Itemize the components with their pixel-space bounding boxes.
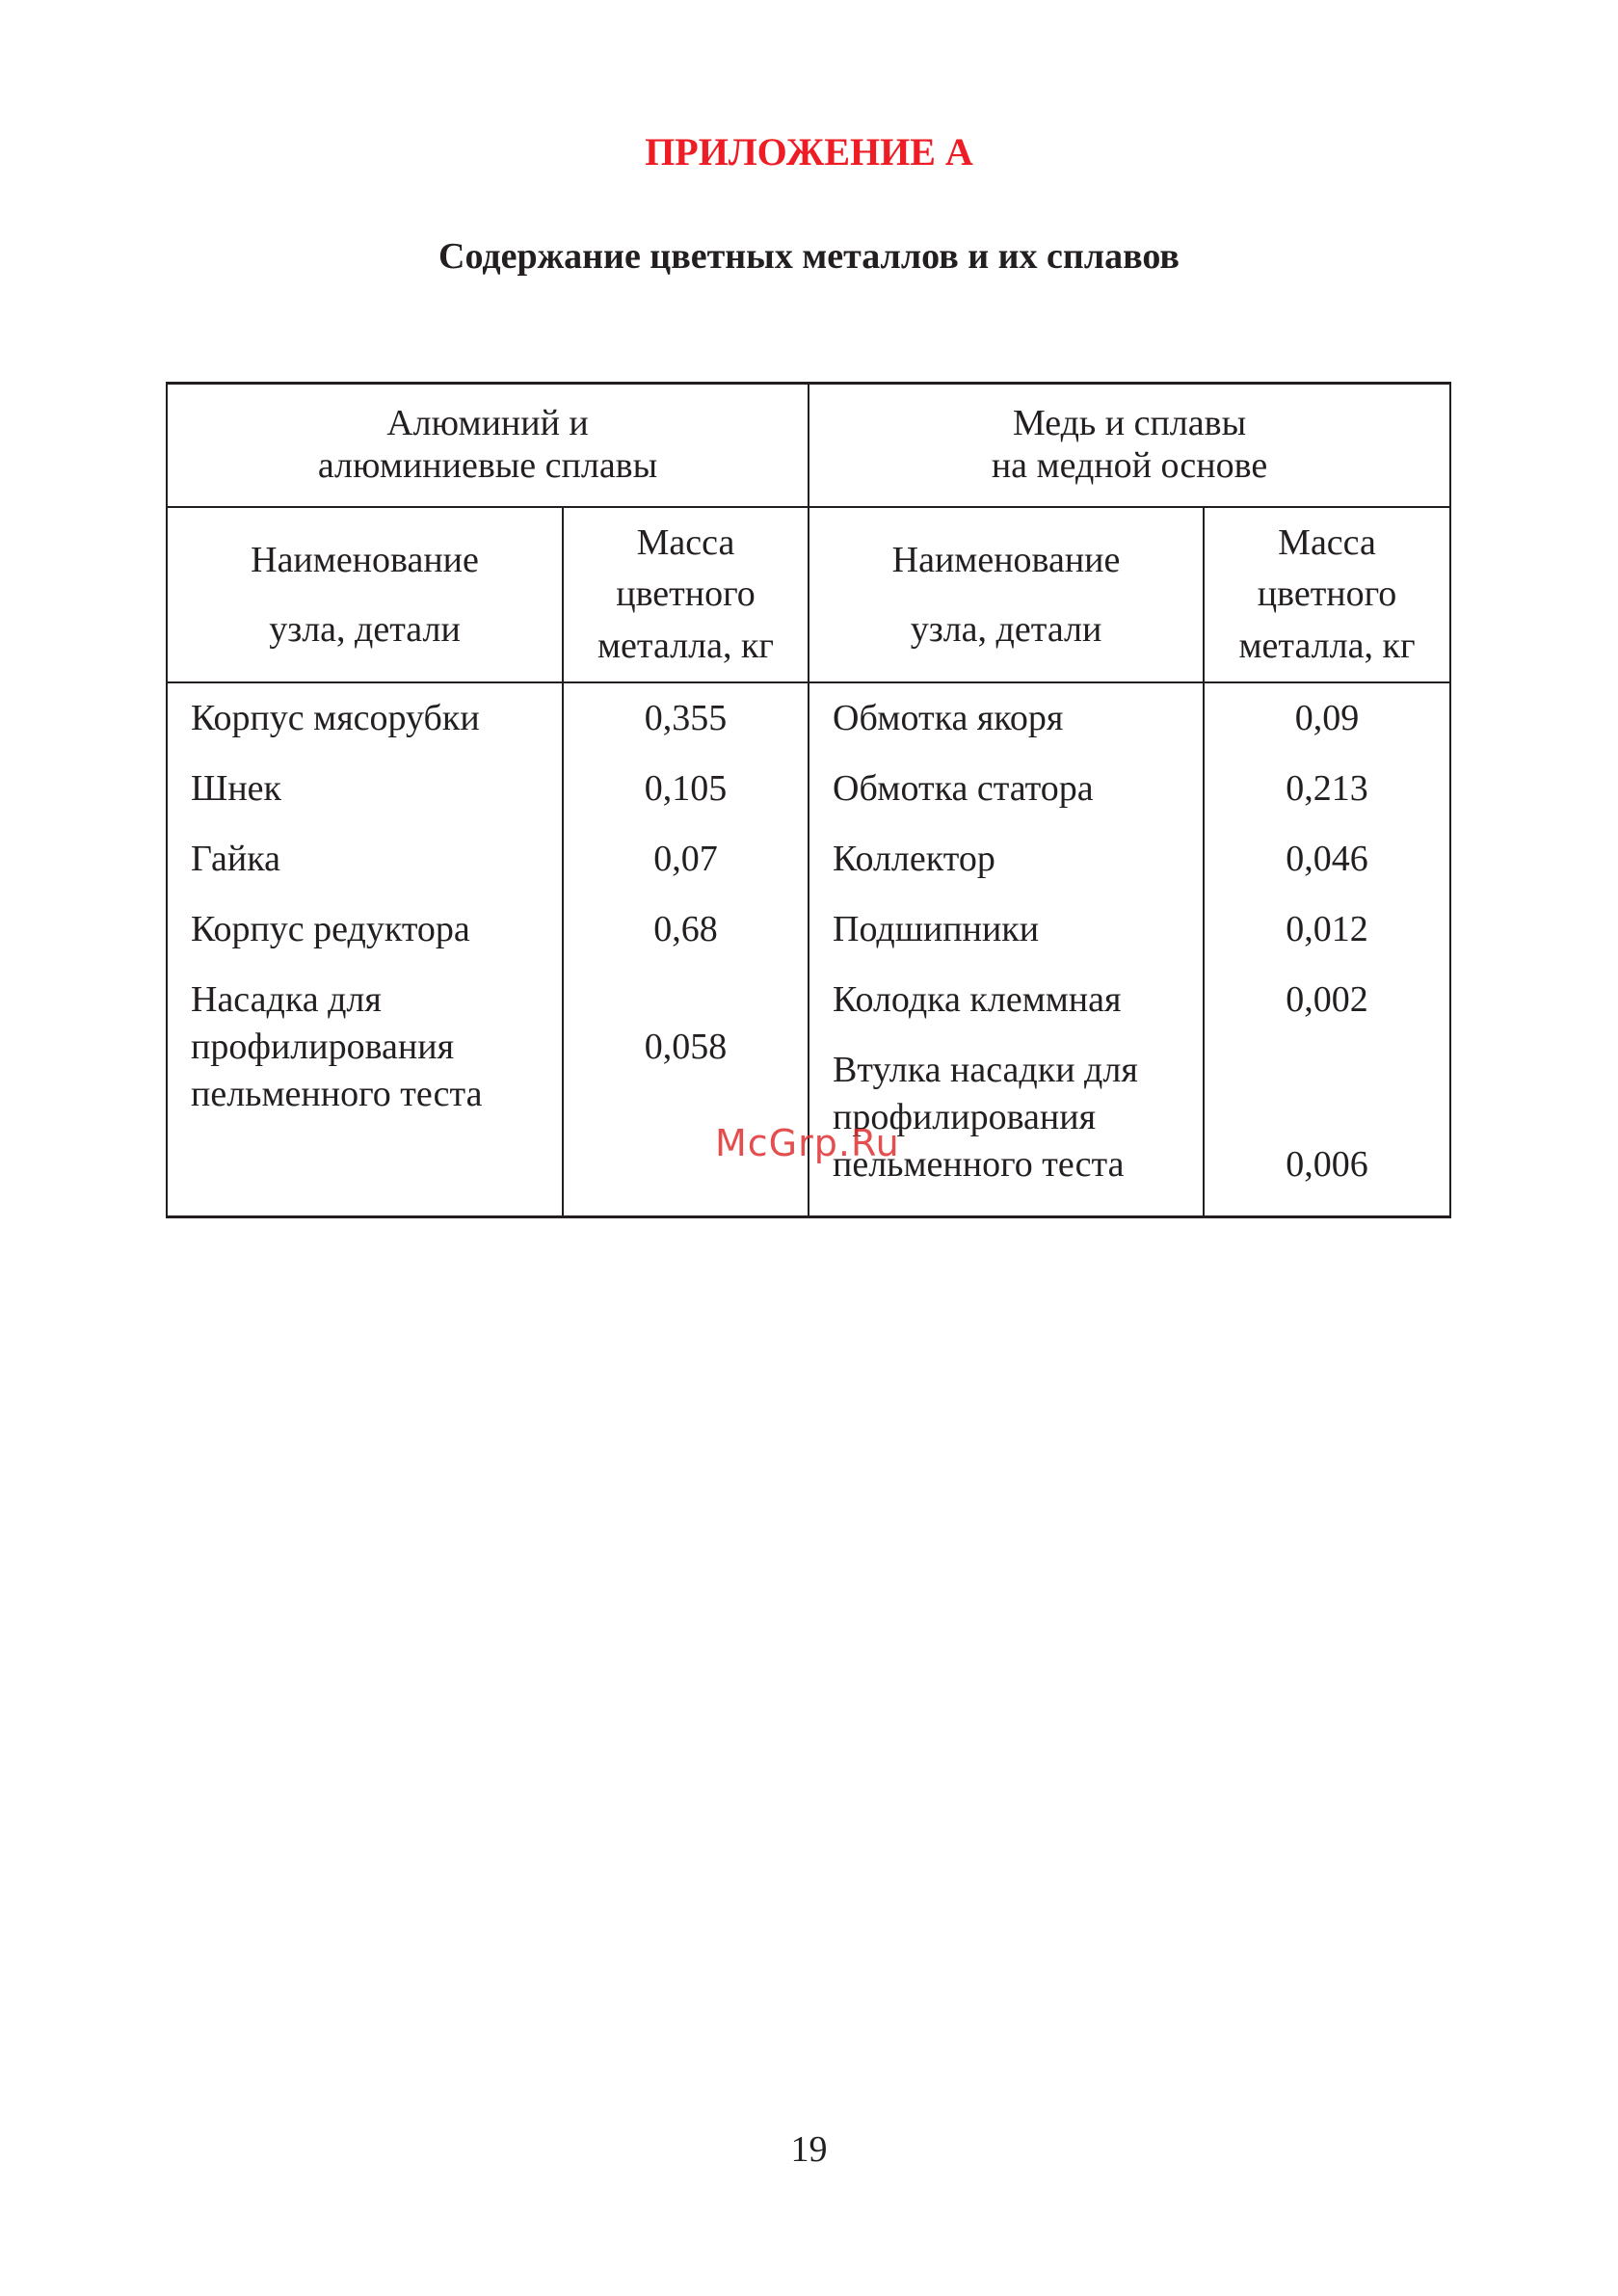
copper-part-name: Обмотка статора: [833, 768, 1094, 809]
copper-part-mass: 0,012: [1286, 909, 1368, 949]
aluminum-part-mass: 0,105: [644, 768, 728, 809]
column-name-line1: Наименование: [251, 539, 479, 580]
aluminum-part-mass: 0,058: [644, 1027, 728, 1067]
aluminum-part-mass: 0,68: [653, 909, 718, 949]
column-header-name-copper: [809, 507, 1204, 682]
aluminum-part-name: Корпус мясорубки: [191, 698, 480, 738]
appendix-title: ПРИЛОЖЕНИЕ А: [645, 130, 973, 174]
column-mass-line2: цветного: [1257, 574, 1397, 615]
copper-part-name: Подшипники: [833, 909, 1040, 949]
aluminum-part-name: Корпус редуктора: [191, 909, 470, 949]
group-header-copper: [809, 384, 1450, 508]
column-header-mass-aluminum: [563, 507, 809, 682]
column-header-name-aluminum: [167, 507, 563, 682]
page-number: 19: [790, 2129, 828, 2170]
copper-part-name: Коллектор: [833, 839, 995, 879]
aluminum-part-mass: 0,07: [653, 839, 718, 879]
column-name-line2: узла, детали: [910, 609, 1102, 650]
aluminum-part-name: Шнек: [191, 768, 281, 809]
metals-table: [166, 382, 1451, 1218]
copper-part-mass: 0,002: [1286, 979, 1368, 1020]
aluminum-part-mass: 0,355: [644, 698, 728, 738]
column-name-line1: Наименование: [891, 539, 1121, 580]
watermark: McGrp.Ru: [715, 1122, 900, 1164]
aluminum-part-name: Насадка для профилирования пельменного теста: [191, 979, 483, 1114]
group-header-row: [167, 384, 1450, 508]
aluminum-part-name: Гайка: [191, 839, 280, 879]
column-mass-line3: металла, кг: [597, 625, 775, 666]
copper-part-name: Втулка насадки для профилирования пельменного теста: [833, 1050, 1138, 1185]
copper-part-name: Колодка клеммная: [833, 979, 1122, 1020]
column-mass-line1: Масса: [636, 522, 735, 564]
group-aluminum-line2: алюминиевые сплавы: [317, 445, 658, 486]
column-header-row: [167, 507, 1450, 682]
group-copper-line1: Медь и сплавы: [1012, 403, 1247, 444]
copper-part-mass: 0,046: [1286, 839, 1368, 879]
aluminum-names-cell: [167, 682, 563, 1217]
group-header-aluminum: [167, 384, 809, 508]
document-title: Содержание цветных металлов и их сплавов: [438, 236, 1180, 277]
column-mass-line1: Масса: [1278, 522, 1376, 564]
column-header-mass-copper: [1204, 507, 1450, 682]
column-mass-line2: цветного: [616, 574, 756, 615]
column-mass-line3: металла, кг: [1238, 625, 1416, 666]
copper-part-mass: 0,006: [1286, 1144, 1368, 1185]
group-copper-line2: на медной основе: [991, 445, 1268, 486]
copper-part-name: Обмотка якоря: [833, 698, 1064, 738]
group-aluminum-line1: Алюминий и: [386, 403, 589, 444]
copper-part-mass: 0,213: [1286, 768, 1368, 809]
copper-part-mass: 0,09: [1294, 698, 1360, 738]
copper-masses-cell: [1204, 682, 1450, 1217]
column-name-line2: узла, детали: [269, 609, 461, 650]
